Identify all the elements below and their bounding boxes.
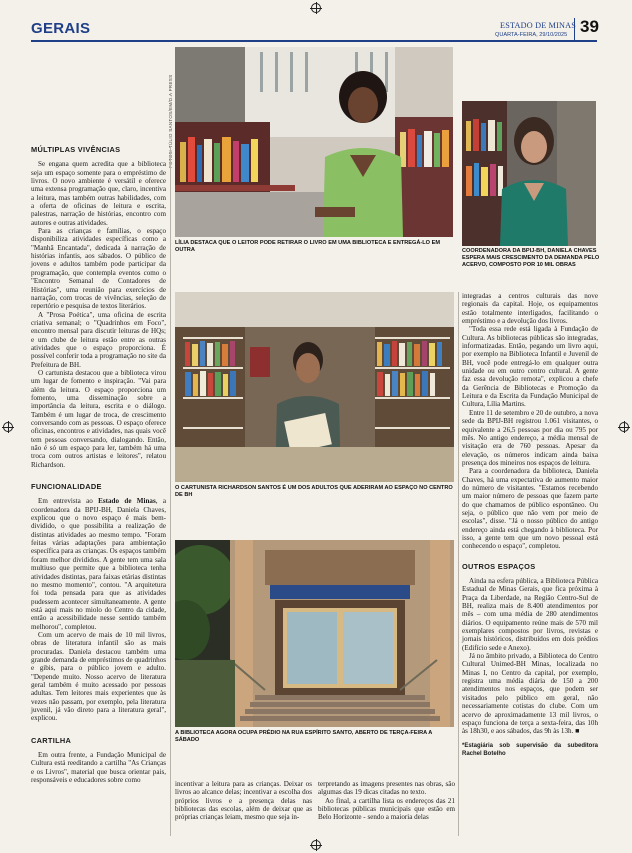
subhead-cartilha: CARTILHA [31, 735, 72, 745]
caption-photo-daniela: COORDENADORA DA BPIJ-BH, DANIELA CHAVES ESPERA MAIS CRESCIMENTO DA DEMANDA PELO ACERVO, COMPOSTO POR 10 MIL OBRAS [462, 248, 600, 268]
subhead-outros-espacos: OUTROS ESPAÇOS [462, 561, 536, 571]
paragraph: Ainda na esfera pública, a Biblioteca Pública Estadual de Minas Gerais, que fica próxima à Praça da Liberdade, na Região Centro-Sul de BH, realiza mais de 8.400 atendimentos por mês – com uma média de 280 atendimentos diários. O equipamento reúne mais de 570 mil exemplares compostos por livros, revistas e jornais históricos, distribuídos em dois prédios (Edifício sede e Anexo). [462, 577, 598, 652]
caption-photo-building: A BIBLIOTECA AGORA OCUPA PRÉDIO NA RUA ESPÍRITO SANTO, ABERTO DE TERÇA-FEIRA A SÁBADO [175, 730, 433, 743]
registration-mark-right [619, 422, 629, 432]
footnote: *Estagiária sob supervisão da subeditora Rachel Botelho [462, 742, 598, 757]
subhead-funcionalidade: FUNCIONALIDADE [31, 482, 102, 492]
header-rule [31, 40, 597, 42]
paragraph: incentivar a leitura para as crianças. Deixar os livros ao alcance delas; incentivar a escolha dos próprios livros e a presença delas nas bibliotecas das escolas, além de deixar que as próprias crianças leiam, mesmo que seja in- [175, 780, 312, 822]
paragraph: Se engana quem acredita que a biblioteca seja um espaço somente para o empréstimo de livros. O novo ambiente é versátil e oferece uma extensa programação que, claro, incentiva a leitura, mas também outras habilidades, com a oferta de oficinas de leitura e escrita, palestras, narração de histórias, encontro com autores e outras atividades. [31, 160, 166, 227]
article-bottom-column-b [318, 780, 455, 822]
registration-mark-left [3, 422, 13, 432]
paragraph: Ao final, a cartilha lista os endereços das 21 bibliotecas públicas municipais que estão em Belo Horizonte - sendo a maioria delas [318, 796, 455, 822]
photo-building-image [175, 540, 454, 727]
paragraph: A "Prosa Poética", uma oficina de escrita criativa semanal; o "Quadrinhos em Foco", encontro mensal para discutir leituras de HQs; e um clube de leitura estão entre as outras atividades que o espaço proporciona. É possível conferir toda a programação no site da Prefeitura de BH. [31, 310, 166, 369]
registration-mark-top [311, 3, 321, 13]
paragraph: Entre 11 de setembro e 20 de outubro, a nova sede da BPIJ-BH registrou 1.061 visitantes, o equivalente a 26,5 pessoas por dia ou 795 por mês. No antigo endereço, a média mensal de visitação era de 760 pessoas. Apesar da elevação, os números indicam ainda baixa presença dos mineiros nos espaços de leitura. [462, 408, 598, 467]
paragraph: Para as crianças e famílias, o espaço disponibiliza atividades específicas como a "Manhã Encantada", dedicada à narração de histórias infantis, aos sábados. O público de jovens e adultos também pode participar da programação, que contempla eventos como o "Encontro Semanal de Contadores de Histórias", uma reunião para exercícios de narração, com trocas de vivências, seleção de repertório e pesquisa de textos literários. [31, 227, 166, 311]
caption-photo-richardson: O CARTUNISTA RICHARDSON SANTOS É UM DOS ADULTOS QUE ADERIRAM AO ESPAÇO NO CENTRO DE BH [175, 485, 453, 498]
article-bottom-column-a [175, 780, 312, 822]
paragraph: O cartunista destacou que a biblioteca virou um lugar de fomento e inspiração. "Vai para além da leitura. O espaço proporciona um fomento, uma disseminação sobre a importância da leitura, escrita e o diálogo. Também é um lugar de troca, de crescimento conversando com as pessoas. O espaço oferece oficinas, encontros e atividades, nas quais você tem pessoas conversando, dialogando. Então, não é só um espaço para ler, também há uma troca com outros artistas e leitores", relatou Richardson. [31, 368, 166, 469]
photo-lilia [175, 47, 453, 237]
paragraph: "Toda essa rede está ligada à Fundação de Cultura. As bibliotecas públicas são integradas, informatizadas. Então, pegando um livro aqui, por exemplo na Biblioteca Infantil e Juvenil de BH, você pode entregá-lo em qualquer outra unidade ou em outro centro cultural. A gente faz essa devolução remota", explicou a chefe da Gerência de Bibliotecas e Promoção da Leitura e da Escrita da Fundação Municipal de Cultura, Lília Martins. [462, 325, 598, 409]
paragraph: Em outra frente, a Fundação Municipal de Cultura está reeditando a cartilha "As Crianças e os Livros", material que busca orientar pais, responsáveis e educadores sobre como [31, 751, 166, 785]
photo-daniela [462, 101, 596, 246]
paragraph: Com um acervo de mais de 10 mil livros, obras de literatura infantil são as mais procuradas. Daniela destacou também uma grande demanda de empréstimos de quadrinhos e gibis, para o público jovem e adulto. "Depende muito. Nosso acervo de literatura geral também é muito acessado por pessoas adultas. Tem leitores mais experientes que às vezes não passam, por exemplo, pela literatura juvenil, já vão direto para a literatura geral", explicou. [31, 630, 166, 723]
photo-daniela-image [462, 101, 596, 246]
paragraph: Já no âmbito privado, a Biblioteca do Centro Cultural Unimed-BH Minas, localizada no Minas I, no Centro da capital, por exemplo, registra uma média diária de 150 a 200 atendimentos nos espaços, que podem ser visitados pelo público em geral, não necessariamente cotistas do clube. Com um acervo de aproximadamente 13 mil livros, o espaço funciona de terça a sexta-feira, das 10h às 18h30, e aos sábados, das 9h às 13h. ■ [462, 652, 598, 736]
photo-lilia-image [175, 47, 453, 237]
caption-photo-lilia: LÍLIA DESTACA QUE O LEITOR PODE RETIRAR O LIVRO EM UMA BIBLIOTECA E ENTREGÁ-LO EM OUTRA [175, 240, 440, 253]
paragraph: Em entrevista ao Estado de Minas, a coordenadora da BPIJ-BH, Daniela Chaves, explicou que o novo espaço é mais bem-dividido, o que possibilita a realização de distintas atividades ao mesmo tempo. "Foram feitas várias adaptações para ambientação específica para as crianças. Os espaços também foram melhor divididos. A gente tem uma sala multiuso que permite que a biblioteca tenha atividades distintas, para faixas etárias distintas no mesmo momento", contou. "A arquitetura foi toda pensada para que as atividades pudessem acontecer simultaneamente. A gente está aqui mais no miolo do Centro da cidade, então a acessibilidade nesse sentido também melhorou", completou. [31, 497, 166, 631]
article-column-1 [31, 146, 166, 784]
paragraph: integradas a centros culturais das nove regionais da capital. Hoje, os equipamentos estão totalmente interligados, facilitando o empréstimo e a devolução dos livros. [462, 292, 598, 326]
article-column-3 [462, 292, 598, 758]
column-rule [458, 292, 459, 836]
edition-date: QUARTA-FEIRA, 29/10/2025 [495, 32, 568, 38]
photo-building [175, 540, 454, 727]
header-divider [574, 18, 575, 40]
registration-mark-bottom [311, 840, 321, 850]
section-title: GERAIS [31, 20, 91, 37]
paragraph: Para a coordenadora da biblioteca, Daniela Chaves, há uma expectativa de aumento maior do número de visitantes. "Estamos recebendo um maior número de pessoas que fazem parte do que chamamos de público espontâneo. Ou seja, o público que não vem por meio de escolas", disse. "Já o nosso público do antigo endereço ainda está chegando à biblioteca. Por isso, a gente tem que um novo pessoal está conhecendo o espaço", completou. [462, 467, 598, 551]
page-number: 39 [580, 17, 599, 36]
photo-richardson-image [175, 292, 454, 482]
column-rule [170, 146, 171, 836]
subhead-multiplas-vivencias: MÚLTIPLAS VIVÊNCIAS [31, 145, 121, 154]
photo-richardson [175, 292, 454, 482]
paragraph: terpretando as imagens presentes nas obras, são algumas das 19 dicas citadas no texto. [318, 780, 455, 797]
photo-credit: FOTOS: TÚLIO SANTOS/EM/D.A PRESS [168, 74, 173, 168]
newspaper-name: ESTADO DE MINAS [500, 21, 577, 30]
